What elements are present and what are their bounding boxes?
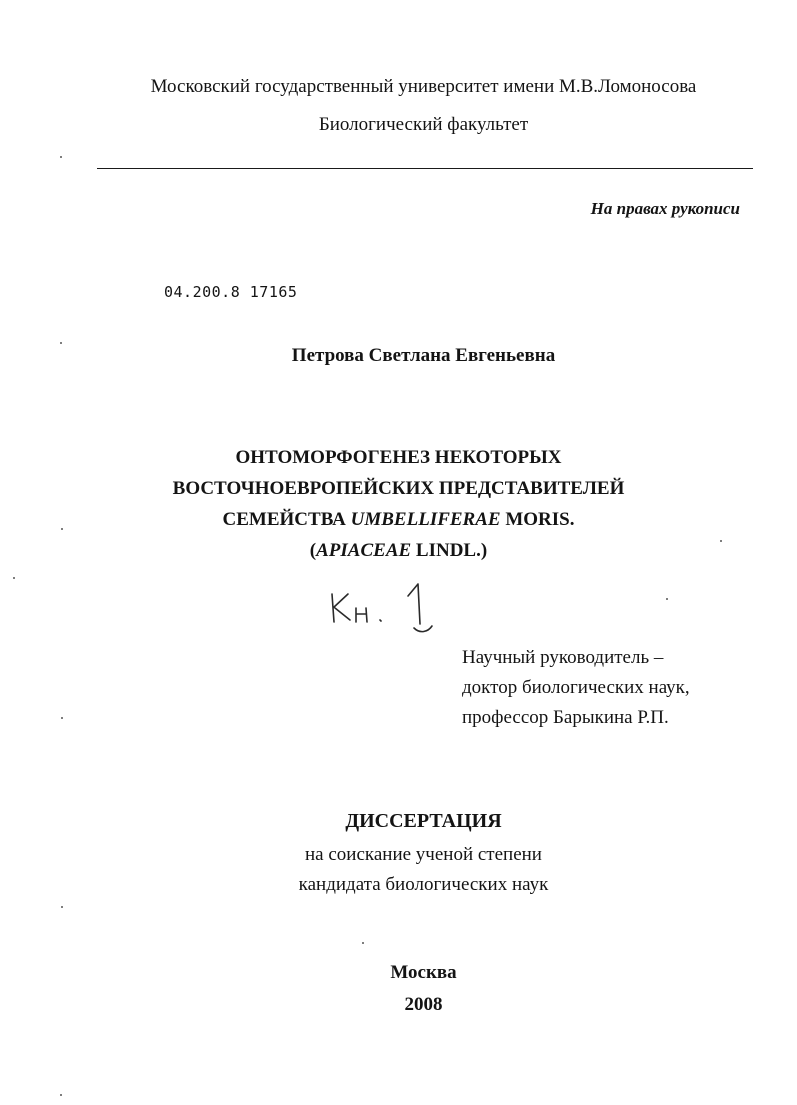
scan-speck [720,540,722,542]
title-taxon-umbelliferae: UMBELLIFERAE [350,509,501,530]
scan-speck [61,528,63,530]
thesis-title-line-2: ВОСТОЧНОЕВРОПЕЙСКИХ ПРЕДСТАВИТЕЛЕЙ [172,478,625,499]
title-line-4-suffix: LINDL.) [411,540,488,561]
title-line-4-open: ( [309,540,317,561]
publication-city: Москва [390,962,457,983]
dissertation-heading: ДИССЕРТАЦИЯ [345,810,502,832]
manuscript-note: На правах рукописи [590,199,740,218]
header-divider [97,168,753,169]
scan-speck [61,906,63,908]
archive-stamp-number: 04.200.8 17165 [164,283,298,301]
scan-speck [60,156,62,158]
handwriting-letter-k [332,594,350,622]
title-taxon-apiaceae: APIACEAE [316,540,412,561]
scan-speck [666,598,668,600]
supervisor-degree: доктор биологических наук, [462,677,690,698]
handwriting-digit-one [408,584,432,632]
university-name: Московский государственный университет имени М.В.Ломоносова [150,76,697,97]
thesis-title-line-3 [0,509,797,531]
thesis-title-line-4 [0,540,797,562]
supervisor-name: профессор Барыкина Р.П. [462,707,669,728]
handwriting-period [380,620,381,621]
scan-speck [13,577,15,579]
publication-year: 2008 [404,994,443,1015]
scan-speck [60,342,62,344]
thesis-title-line-1: ОНТОМОРФОГЕНЕЗ НЕКОТОРЫХ [235,447,562,468]
scan-speck [61,717,63,719]
supervisor-role: Научный руководитель – [462,647,664,668]
handwritten-volume-note [322,580,452,640]
title-line-3-suffix: MORIS. [500,509,575,530]
title-line-3-prefix: СЕМЕЙСТВА [222,509,351,530]
faculty-name: Биологический факультет [318,114,529,135]
scan-speck [60,1094,62,1096]
handwriting-letter-n [356,608,367,622]
dissertation-subtitle-2: кандидата биологических наук [298,874,549,895]
dissertation-subtitle-1: на соискание ученой степени [305,844,542,865]
scan-speck [362,942,364,944]
author-name: Петрова Светлана Евгеньевна [291,345,556,366]
